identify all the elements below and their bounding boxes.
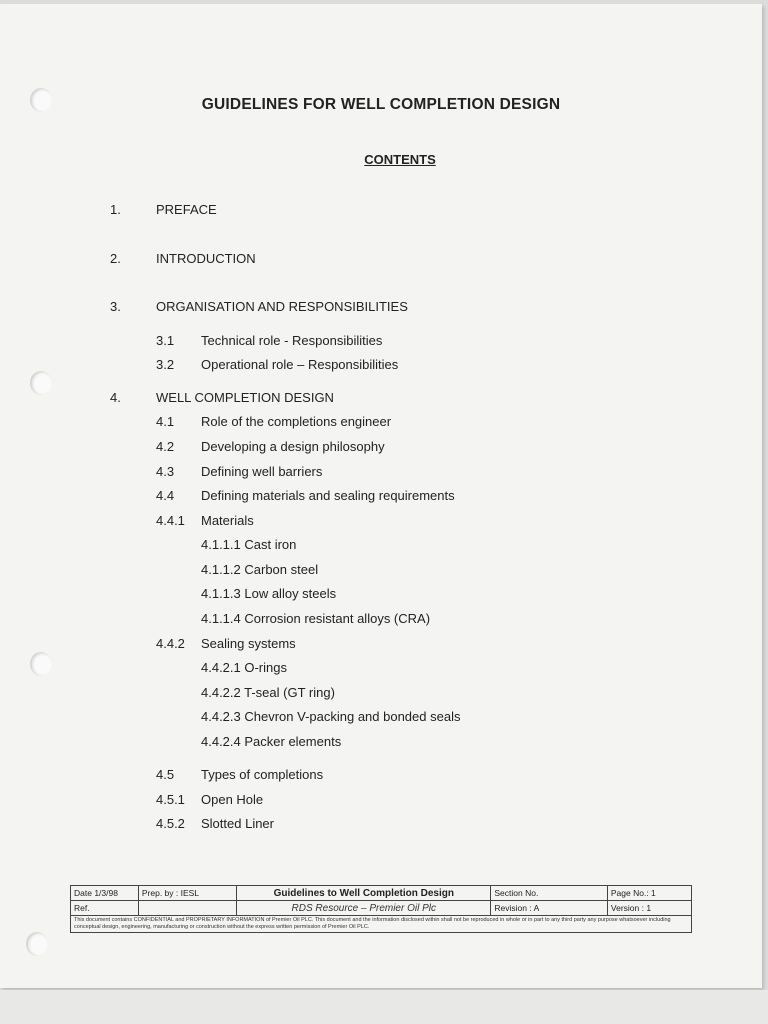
- toc-number: 4.4.2: [156, 636, 185, 651]
- toc-text: ORGANISATION AND RESPONSIBILITIES: [156, 299, 408, 314]
- punch-hole: [30, 371, 52, 395]
- footer-prep-by: Prep. by : IESL: [138, 886, 236, 901]
- scan-background-strip: [0, 990, 768, 1024]
- toc-text: 4.4.2.2 T-seal (GT ring): [201, 685, 335, 700]
- toc-text: Materials: [201, 513, 254, 528]
- toc-text: 4.4.2.4 Packer elements: [201, 734, 342, 749]
- toc-text: Defining materials and sealing requirements: [201, 488, 455, 503]
- toc-text: INTRODUCTION: [156, 251, 256, 266]
- toc-number: 3.2: [156, 357, 175, 372]
- toc-text: Operational role – Responsibilities: [201, 357, 399, 372]
- footer-table: [70, 885, 692, 933]
- footer-empty-cell: [138, 901, 236, 916]
- toc-number: 1.: [110, 202, 121, 217]
- toc-text: Sealing systems: [201, 636, 296, 651]
- toc-number: 3.: [110, 299, 121, 314]
- toc-text: 4.1.1.2 Carbon steel: [201, 562, 319, 577]
- toc-number: 4.: [110, 390, 121, 405]
- toc-number: 3.1: [156, 333, 175, 348]
- toc-text: Defining well barriers: [201, 464, 323, 479]
- toc-text: Types of completions: [201, 767, 324, 782]
- toc-text: 4.4.2.3 Chevron V-packing and bonded seals: [201, 709, 461, 724]
- document-page: [0, 4, 762, 988]
- footer-revision: Revision : A: [491, 901, 608, 916]
- toc-number: 4.1: [156, 414, 175, 429]
- footer-ref: Ref.: [71, 901, 139, 916]
- toc-text: 4.4.2.1 O-rings: [201, 660, 287, 675]
- footer-confidentiality-notice: This document contains CONFIDENTIAL and PROPRIETARY INFORMATION of Premier Oil PLC. This document and the information disclosed within shall not be reproduced in whole or in part to any third party any purpose whatsoever including conceptual design, engineering, manufacturing or construction without the express written permission of Premier Oil PLC.: [71, 916, 692, 933]
- toc-number: 4.5.1: [156, 792, 185, 807]
- toc-number: 4.3: [156, 464, 175, 479]
- toc-text: PREFACE: [156, 202, 217, 217]
- toc-number: 4.2: [156, 439, 175, 454]
- toc-number: 4.4: [156, 488, 175, 503]
- footer-doc-title: Guidelines to Well Completion Design: [237, 886, 491, 901]
- contents-heading: CONTENTS: [364, 152, 436, 167]
- toc-text: Open Hole: [201, 792, 264, 807]
- toc-text: Role of the completions engineer: [201, 414, 392, 429]
- toc-number: 4.4.1: [156, 513, 185, 528]
- toc-number: 4.5.2: [156, 816, 185, 831]
- toc-text: Developing a design philosophy: [201, 439, 385, 454]
- footer-version: Version : 1: [607, 901, 691, 916]
- toc-text: 4.1.1.4 Corrosion resistant alloys (CRA): [201, 611, 431, 626]
- toc-text: 4.1.1.3 Low alloy steels: [201, 586, 337, 601]
- footer-section: Section No.: [491, 886, 608, 901]
- toc-text: WELL COMPLETION DESIGN: [156, 390, 334, 405]
- footer-page: Page No.: 1: [607, 886, 691, 901]
- footer-resource: RDS Resource – Premier Oil Plc: [237, 901, 491, 916]
- toc-text: Slotted Liner: [201, 816, 274, 831]
- toc-number: 2.: [110, 251, 121, 266]
- toc-number: 4.5: [156, 767, 175, 782]
- toc-text: Technical role - Responsibilities: [201, 333, 383, 348]
- punch-hole: [26, 932, 48, 956]
- footer-date: Date 1/3/98: [71, 886, 139, 901]
- punch-hole: [30, 652, 52, 676]
- document-title: GUIDELINES FOR WELL COMPLETION DESIGN: [201, 96, 561, 113]
- toc-text: 4.1.1.1 Cast iron: [201, 537, 297, 552]
